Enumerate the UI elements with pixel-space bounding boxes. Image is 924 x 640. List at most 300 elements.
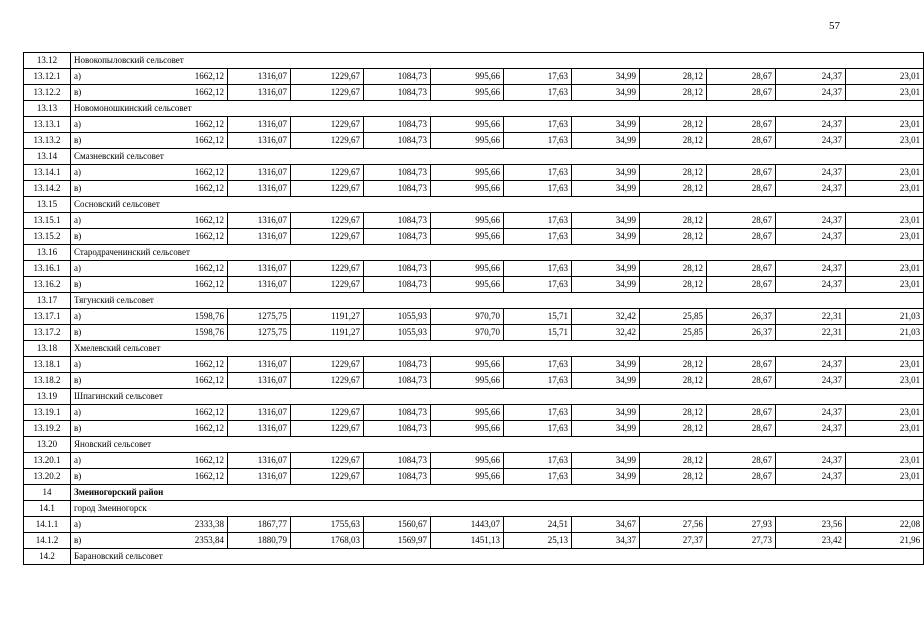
value-cell: 1662,12 xyxy=(93,469,228,485)
table-row xyxy=(24,181,924,197)
value-cell: 23,01 xyxy=(846,229,924,245)
value-cell: 24,37 xyxy=(776,213,846,229)
value-cell: 27,93 xyxy=(707,517,776,533)
value-cell: 23,01 xyxy=(846,165,924,181)
value-cell: 23,42 xyxy=(776,533,846,549)
value-cell: 1569,97 xyxy=(364,533,431,549)
row-code: 13.19.2 xyxy=(24,421,71,437)
value-cell: 1084,73 xyxy=(364,85,431,101)
value-cell: 24,37 xyxy=(776,277,846,293)
value-cell: 970,70 xyxy=(431,325,504,341)
value-cell: 34,67 xyxy=(572,517,640,533)
row-label: а) xyxy=(71,165,93,181)
row-code: 13.20.1 xyxy=(24,453,71,469)
value-cell: 1768,03 xyxy=(291,533,364,549)
row-code: 14.1.1 xyxy=(24,517,71,533)
value-cell: 1316,07 xyxy=(228,133,291,149)
value-cell: 1191,27 xyxy=(291,325,364,341)
value-cell: 34,37 xyxy=(572,533,640,549)
value-cell: 1662,12 xyxy=(93,357,228,373)
section-name: Смазневский сельсовет xyxy=(71,149,924,165)
value-cell: 1084,73 xyxy=(364,165,431,181)
value-cell: 1229,67 xyxy=(291,421,364,437)
value-cell: 1662,12 xyxy=(93,453,228,469)
row-code: 13.13.2 xyxy=(24,133,71,149)
value-cell: 1275,75 xyxy=(228,325,291,341)
value-cell: 28,67 xyxy=(707,277,776,293)
value-cell: 1316,07 xyxy=(228,421,291,437)
value-cell: 995,66 xyxy=(431,453,504,469)
value-cell: 1662,12 xyxy=(93,85,228,101)
value-cell: 23,01 xyxy=(846,133,924,149)
page-number: 57 xyxy=(829,20,840,32)
value-cell: 1316,07 xyxy=(228,277,291,293)
value-cell: 1229,67 xyxy=(291,133,364,149)
row-label: в) xyxy=(71,229,93,245)
value-cell: 23,01 xyxy=(846,405,924,421)
row-code: 13.19 xyxy=(24,389,71,405)
value-cell: 28,12 xyxy=(640,181,707,197)
value-cell: 24,37 xyxy=(776,421,846,437)
value-cell: 1084,73 xyxy=(364,373,431,389)
row-code: 13.14.2 xyxy=(24,181,71,197)
value-cell: 1084,73 xyxy=(364,453,431,469)
value-cell: 28,67 xyxy=(707,261,776,277)
value-cell: 1316,07 xyxy=(228,69,291,85)
section-name: Барановский сельсовет xyxy=(71,549,924,565)
value-cell: 1229,67 xyxy=(291,181,364,197)
value-cell: 17,63 xyxy=(504,405,572,421)
value-cell: 28,67 xyxy=(707,165,776,181)
value-cell: 1598,76 xyxy=(93,309,228,325)
value-cell: 24,37 xyxy=(776,85,846,101)
value-cell: 34,99 xyxy=(572,469,640,485)
value-cell: 34,99 xyxy=(572,261,640,277)
row-label: а) xyxy=(71,261,93,277)
value-cell: 23,56 xyxy=(776,517,846,533)
value-cell: 28,67 xyxy=(707,213,776,229)
value-cell: 28,12 xyxy=(640,261,707,277)
value-cell: 1316,07 xyxy=(228,213,291,229)
row-label: в) xyxy=(71,533,93,549)
row-code: 13.15 xyxy=(24,197,71,213)
value-cell: 21,96 xyxy=(846,533,924,549)
row-code: 13.20.2 xyxy=(24,469,71,485)
value-cell: 24,37 xyxy=(776,165,846,181)
value-cell: 1316,07 xyxy=(228,229,291,245)
section-name: Шпагинский сельсовет xyxy=(71,389,924,405)
value-cell: 26,37 xyxy=(707,309,776,325)
value-cell: 34,99 xyxy=(572,357,640,373)
value-cell: 24,37 xyxy=(776,453,846,469)
value-cell: 34,99 xyxy=(572,405,640,421)
value-cell: 28,67 xyxy=(707,405,776,421)
value-cell: 24,37 xyxy=(776,181,846,197)
value-cell: 23,01 xyxy=(846,373,924,389)
value-cell: 1316,07 xyxy=(228,261,291,277)
value-cell: 24,37 xyxy=(776,69,846,85)
value-cell: 17,63 xyxy=(504,85,572,101)
value-cell: 23,01 xyxy=(846,117,924,133)
row-label: в) xyxy=(71,277,93,293)
value-cell: 34,99 xyxy=(572,213,640,229)
section-row xyxy=(24,485,924,501)
value-cell: 1229,67 xyxy=(291,405,364,421)
value-cell: 1662,12 xyxy=(93,117,228,133)
value-cell: 28,67 xyxy=(707,181,776,197)
table-row xyxy=(24,421,924,437)
section-row xyxy=(24,245,924,261)
section-row xyxy=(24,197,924,213)
value-cell: 22,08 xyxy=(846,517,924,533)
value-cell: 32,42 xyxy=(572,309,640,325)
value-cell: 34,99 xyxy=(572,229,640,245)
section-row xyxy=(24,389,924,405)
table-row xyxy=(24,213,924,229)
row-label: а) xyxy=(71,357,93,373)
section-name: Яновский сельсовет xyxy=(71,437,924,453)
row-label: а) xyxy=(71,69,93,85)
value-cell: 995,66 xyxy=(431,165,504,181)
section-row xyxy=(24,149,924,165)
row-code: 13.12.1 xyxy=(24,69,71,85)
value-cell: 28,12 xyxy=(640,277,707,293)
value-cell: 28,67 xyxy=(707,357,776,373)
tariff-table xyxy=(23,52,924,565)
section-row xyxy=(24,501,924,517)
table-row xyxy=(24,229,924,245)
value-cell: 28,12 xyxy=(640,133,707,149)
value-cell: 17,63 xyxy=(504,421,572,437)
value-cell: 995,66 xyxy=(431,213,504,229)
value-cell: 17,63 xyxy=(504,357,572,373)
value-cell: 1229,67 xyxy=(291,117,364,133)
value-cell: 1055,93 xyxy=(364,325,431,341)
table-row xyxy=(24,261,924,277)
value-cell: 995,66 xyxy=(431,421,504,437)
section-row xyxy=(24,101,924,117)
value-cell: 17,63 xyxy=(504,453,572,469)
section-row xyxy=(24,341,924,357)
value-cell: 27,73 xyxy=(707,533,776,549)
value-cell: 1275,75 xyxy=(228,309,291,325)
value-cell: 28,67 xyxy=(707,85,776,101)
section-row xyxy=(24,549,924,565)
value-cell: 995,66 xyxy=(431,373,504,389)
row-label: в) xyxy=(71,469,93,485)
value-cell: 28,12 xyxy=(640,85,707,101)
value-cell: 1229,67 xyxy=(291,261,364,277)
value-cell: 24,37 xyxy=(776,133,846,149)
value-cell: 995,66 xyxy=(431,277,504,293)
value-cell: 23,01 xyxy=(846,85,924,101)
value-cell: 28,12 xyxy=(640,117,707,133)
value-cell: 25,13 xyxy=(504,533,572,549)
row-label: в) xyxy=(71,181,93,197)
row-code: 14.1.2 xyxy=(24,533,71,549)
value-cell: 24,37 xyxy=(776,373,846,389)
section-name: город Змеиногорск xyxy=(71,501,924,517)
value-cell: 24,37 xyxy=(776,357,846,373)
table-row xyxy=(24,325,924,341)
value-cell: 970,70 xyxy=(431,309,504,325)
value-cell: 21,03 xyxy=(846,325,924,341)
value-cell: 995,66 xyxy=(431,181,504,197)
value-cell: 28,12 xyxy=(640,421,707,437)
value-cell: 17,63 xyxy=(504,277,572,293)
value-cell: 1229,67 xyxy=(291,277,364,293)
value-cell: 34,99 xyxy=(572,453,640,469)
row-label: в) xyxy=(71,325,93,341)
value-cell: 17,63 xyxy=(504,229,572,245)
value-cell: 995,66 xyxy=(431,405,504,421)
value-cell: 1084,73 xyxy=(364,229,431,245)
value-cell: 34,99 xyxy=(572,181,640,197)
row-label: в) xyxy=(71,85,93,101)
value-cell: 1867,77 xyxy=(228,517,291,533)
section-name: Хмелевский сельсовет xyxy=(71,341,924,357)
value-cell: 21,03 xyxy=(846,309,924,325)
table-row xyxy=(24,277,924,293)
table-body xyxy=(24,53,924,565)
value-cell: 24,51 xyxy=(504,517,572,533)
row-label: а) xyxy=(71,309,93,325)
row-code: 13.16.2 xyxy=(24,277,71,293)
value-cell: 15,71 xyxy=(504,309,572,325)
value-cell: 1229,67 xyxy=(291,165,364,181)
value-cell: 22,31 xyxy=(776,325,846,341)
section-name: Новомоношкинский сельсовет xyxy=(71,101,924,117)
value-cell: 28,12 xyxy=(640,229,707,245)
value-cell: 27,37 xyxy=(640,533,707,549)
value-cell: 1662,12 xyxy=(93,181,228,197)
value-cell: 34,99 xyxy=(572,373,640,389)
value-cell: 1451,13 xyxy=(431,533,504,549)
value-cell: 28,12 xyxy=(640,469,707,485)
value-cell: 1084,73 xyxy=(364,69,431,85)
row-label: в) xyxy=(71,373,93,389)
row-code: 13.17.2 xyxy=(24,325,71,341)
row-code: 13.15.1 xyxy=(24,213,71,229)
value-cell: 1662,12 xyxy=(93,213,228,229)
value-cell: 24,37 xyxy=(776,261,846,277)
value-cell: 34,99 xyxy=(572,133,640,149)
value-cell: 1084,73 xyxy=(364,213,431,229)
row-code: 14 xyxy=(24,485,71,501)
value-cell: 28,67 xyxy=(707,453,776,469)
row-code: 13.13.1 xyxy=(24,117,71,133)
value-cell: 995,66 xyxy=(431,85,504,101)
table-row xyxy=(24,85,924,101)
value-cell: 1598,76 xyxy=(93,325,228,341)
value-cell: 17,63 xyxy=(504,181,572,197)
value-cell: 1191,27 xyxy=(291,309,364,325)
row-label: а) xyxy=(71,517,93,533)
value-cell: 34,99 xyxy=(572,117,640,133)
value-cell: 23,01 xyxy=(846,181,924,197)
table-row xyxy=(24,165,924,181)
value-cell: 28,67 xyxy=(707,229,776,245)
row-code: 13.14 xyxy=(24,149,71,165)
value-cell: 1662,12 xyxy=(93,165,228,181)
row-code: 13.16 xyxy=(24,245,71,261)
value-cell: 22,31 xyxy=(776,309,846,325)
table-row xyxy=(24,133,924,149)
row-label: а) xyxy=(71,117,93,133)
value-cell: 1443,07 xyxy=(431,517,504,533)
table-row xyxy=(24,469,924,485)
value-cell: 28,12 xyxy=(640,165,707,181)
value-cell: 34,99 xyxy=(572,69,640,85)
row-code: 13.12 xyxy=(24,53,71,69)
value-cell: 1084,73 xyxy=(364,261,431,277)
value-cell: 1229,67 xyxy=(291,85,364,101)
value-cell: 17,63 xyxy=(504,133,572,149)
value-cell: 1316,07 xyxy=(228,165,291,181)
value-cell: 1229,67 xyxy=(291,229,364,245)
row-code: 13.17 xyxy=(24,293,71,309)
value-cell: 1084,73 xyxy=(364,117,431,133)
section-name: Новокопыловский сельсовет xyxy=(71,53,924,69)
value-cell: 1662,12 xyxy=(93,421,228,437)
value-cell: 995,66 xyxy=(431,69,504,85)
value-cell: 1084,73 xyxy=(364,181,431,197)
value-cell: 26,37 xyxy=(707,325,776,341)
value-cell: 1055,93 xyxy=(364,309,431,325)
row-code: 13.12.2 xyxy=(24,85,71,101)
value-cell: 1229,67 xyxy=(291,213,364,229)
value-cell: 27,56 xyxy=(640,517,707,533)
value-cell: 1880,79 xyxy=(228,533,291,549)
value-cell: 995,66 xyxy=(431,117,504,133)
value-cell: 2353,84 xyxy=(93,533,228,549)
value-cell: 32,42 xyxy=(572,325,640,341)
row-code: 13.20 xyxy=(24,437,71,453)
value-cell: 1084,73 xyxy=(364,357,431,373)
value-cell: 1662,12 xyxy=(93,373,228,389)
section-name: Змеиногорский район xyxy=(71,485,924,501)
row-code: 14.1 xyxy=(24,501,71,517)
value-cell: 1662,12 xyxy=(93,277,228,293)
value-cell: 1084,73 xyxy=(364,133,431,149)
value-cell: 28,12 xyxy=(640,453,707,469)
table-row xyxy=(24,533,924,549)
row-code: 13.18.2 xyxy=(24,373,71,389)
row-label: в) xyxy=(71,133,93,149)
row-label: а) xyxy=(71,405,93,421)
value-cell: 17,63 xyxy=(504,69,572,85)
value-cell: 995,66 xyxy=(431,133,504,149)
row-label: а) xyxy=(71,213,93,229)
table-row xyxy=(24,69,924,85)
value-cell: 24,37 xyxy=(776,229,846,245)
value-cell: 995,66 xyxy=(431,357,504,373)
table-row xyxy=(24,453,924,469)
value-cell: 1316,07 xyxy=(228,357,291,373)
value-cell: 25,85 xyxy=(640,325,707,341)
value-cell: 28,67 xyxy=(707,117,776,133)
section-row xyxy=(24,437,924,453)
value-cell: 23,01 xyxy=(846,421,924,437)
value-cell: 23,01 xyxy=(846,357,924,373)
value-cell: 1084,73 xyxy=(364,421,431,437)
row-code: 13.16.1 xyxy=(24,261,71,277)
table-row xyxy=(24,405,924,421)
value-cell: 28,67 xyxy=(707,69,776,85)
row-code: 13.18 xyxy=(24,341,71,357)
table-row xyxy=(24,373,924,389)
value-cell: 23,01 xyxy=(846,213,924,229)
row-code: 13.14.1 xyxy=(24,165,71,181)
value-cell: 1662,12 xyxy=(93,405,228,421)
value-cell: 34,99 xyxy=(572,85,640,101)
table-row xyxy=(24,309,924,325)
value-cell: 1229,67 xyxy=(291,69,364,85)
value-cell: 1316,07 xyxy=(228,181,291,197)
value-cell: 1084,73 xyxy=(364,405,431,421)
value-cell: 1316,07 xyxy=(228,469,291,485)
row-code: 13.13 xyxy=(24,101,71,117)
value-cell: 1662,12 xyxy=(93,133,228,149)
row-label: а) xyxy=(71,453,93,469)
value-cell: 17,63 xyxy=(504,117,572,133)
table-row xyxy=(24,117,924,133)
value-cell: 995,66 xyxy=(431,229,504,245)
value-cell: 28,12 xyxy=(640,405,707,421)
value-cell: 28,67 xyxy=(707,133,776,149)
value-cell: 23,01 xyxy=(846,277,924,293)
value-cell: 2333,38 xyxy=(93,517,228,533)
value-cell: 1084,73 xyxy=(364,277,431,293)
section-name: Сосновский сельсовет xyxy=(71,197,924,213)
section-row xyxy=(24,293,924,309)
value-cell: 28,67 xyxy=(707,469,776,485)
value-cell: 23,01 xyxy=(846,69,924,85)
value-cell: 1229,67 xyxy=(291,453,364,469)
section-name: Стародраченинский сельсовет xyxy=(71,245,924,261)
value-cell: 17,63 xyxy=(504,373,572,389)
value-cell: 1229,67 xyxy=(291,357,364,373)
value-cell: 34,99 xyxy=(572,165,640,181)
value-cell: 1316,07 xyxy=(228,117,291,133)
row-code: 13.19.1 xyxy=(24,405,71,421)
value-cell: 24,37 xyxy=(776,405,846,421)
value-cell: 1316,07 xyxy=(228,453,291,469)
table-row xyxy=(24,357,924,373)
value-cell: 1662,12 xyxy=(93,229,228,245)
value-cell: 25,85 xyxy=(640,309,707,325)
value-cell: 17,63 xyxy=(504,469,572,485)
value-cell: 15,71 xyxy=(504,325,572,341)
value-cell: 28,12 xyxy=(640,213,707,229)
value-cell: 23,01 xyxy=(846,453,924,469)
value-cell: 995,66 xyxy=(431,261,504,277)
row-code: 13.18.1 xyxy=(24,357,71,373)
value-cell: 28,67 xyxy=(707,421,776,437)
value-cell: 995,66 xyxy=(431,469,504,485)
value-cell: 17,63 xyxy=(504,261,572,277)
value-cell: 1316,07 xyxy=(228,405,291,421)
value-cell: 28,12 xyxy=(640,357,707,373)
value-cell: 1755,63 xyxy=(291,517,364,533)
section-name: Тягунский сельсовет xyxy=(71,293,924,309)
row-code: 13.15.2 xyxy=(24,229,71,245)
value-cell: 24,37 xyxy=(776,117,846,133)
value-cell: 1229,67 xyxy=(291,469,364,485)
value-cell: 1662,12 xyxy=(93,261,228,277)
value-cell: 1560,67 xyxy=(364,517,431,533)
value-cell: 23,01 xyxy=(846,469,924,485)
